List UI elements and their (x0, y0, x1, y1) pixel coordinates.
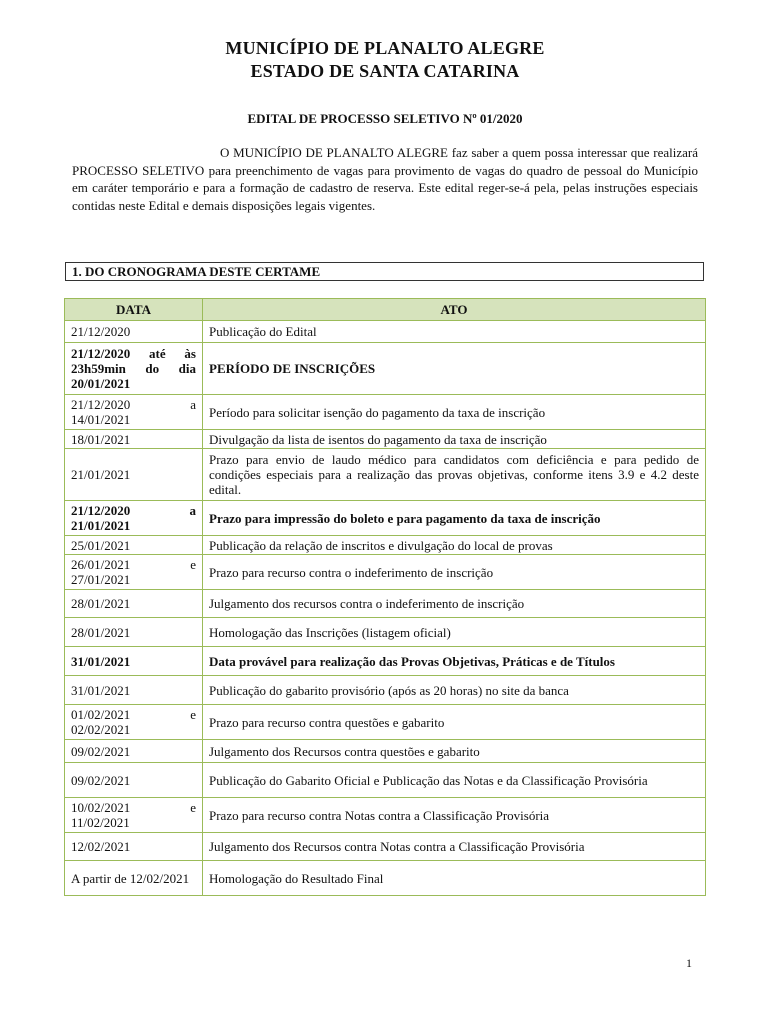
municipality-title: MUNICÍPIO DE PLANALTO ALEGRE (225, 38, 545, 58)
intro-paragraph (72, 144, 698, 214)
row-act: Julgamento dos recursos contra o indeferimento de inscrição (203, 590, 706, 618)
row-act: Prazo para envio de laudo médico para candidatos com deficiência e para pedido de condições especiais para a realização das provas objetivas, conforme itens 3.9 e 4.2 deste edital. (203, 449, 706, 501)
row-date: 21/12/2020 a 21/01/2021 (65, 501, 203, 536)
row-act: Divulgação da lista de isentos do pagamento da taxa de inscrição (203, 430, 706, 449)
header-act: ATO (203, 299, 706, 321)
row-date: 21/12/2020 a 14/01/2021 (65, 395, 203, 430)
row-date: 10/02/2021 e 11/02/2021 (65, 798, 203, 833)
table-row (65, 430, 706, 449)
row-date: 12/02/2021 (65, 833, 203, 861)
schedule-table (64, 298, 706, 896)
row-act: PERÍODO DE INSCRIÇÕES (203, 343, 706, 395)
row-date: 21/01/2021 (65, 449, 203, 501)
row-date: 09/02/2021 (65, 740, 203, 763)
row-act: Publicação do gabarito provisório (após as 20 horas) no site da banca (203, 676, 706, 705)
table-header-row (65, 299, 706, 321)
table-row (65, 395, 706, 430)
row-act: Prazo para recurso contra Notas contra a Classificação Provisória (203, 798, 706, 833)
row-act: Publicação do Gabarito Oficial e Publicação das Notas e da Classificação Provisória (203, 763, 706, 798)
table-row (65, 501, 706, 536)
edital-title: EDITAL DE PROCESSO SELETIVO Nº 01/2020 (247, 111, 523, 126)
table-row (65, 740, 706, 763)
section-heading: 1. DO CRONOGRAMA DESTE CERTAME (65, 262, 704, 281)
row-act: Homologação das Inscrições (listagem oficial) (203, 618, 706, 647)
row-act: Homologação do Resultado Final (203, 861, 706, 896)
intro-text: O MUNICÍPIO DE PLANALTO ALEGRE faz saber a quem possa interessar que realizará PROCESSO SELETIVO para preenchimento de vagas para provimento de vagas do quadro de pessoal do Município em caráter temporário e para a formação de cadastro de reserva. Este edital reger-se-á pela, pelas instruções especiais contidas neste Edital e demais disposições legais vigentes. (72, 145, 698, 213)
table-row (65, 861, 706, 896)
row-act: Data provável para realização das Provas Objetivas, Práticas e de Títulos (203, 647, 706, 676)
row-act: Período para solicitar isenção do pagamento da taxa de inscrição (203, 395, 706, 430)
table-row (65, 321, 706, 343)
table-row (65, 833, 706, 861)
row-date: 31/01/2021 (65, 676, 203, 705)
row-date: 28/01/2021 (65, 590, 203, 618)
row-date: 09/02/2021 (65, 763, 203, 798)
table-row (65, 536, 706, 555)
row-act: Prazo para recurso contra questões e gabarito (203, 705, 706, 740)
row-act: Julgamento dos Recursos contra Notas contra a Classificação Provisória (203, 833, 706, 861)
row-date: 28/01/2021 (65, 618, 203, 647)
table-row (65, 676, 706, 705)
row-act: Prazo para impressão do boleto e para pagamento da taxa de inscrição (203, 501, 706, 536)
table-row (65, 590, 706, 618)
row-date: 25/01/2021 (65, 536, 203, 555)
table-row (65, 705, 706, 740)
row-date: 21/12/2020 até às 23h59min do dia 20/01/2021 (65, 343, 203, 395)
table-row (65, 555, 706, 590)
row-date: 31/01/2021 (65, 647, 203, 676)
row-date: 21/12/2020 (65, 321, 203, 343)
row-date: 26/01/2021 e 27/01/2021 (65, 555, 203, 590)
table-row (65, 798, 706, 833)
row-date: 18/01/2021 (65, 430, 203, 449)
row-date: 01/02/2021 e 02/02/2021 (65, 705, 203, 740)
state-title: ESTADO DE SANTA CATARINA (250, 61, 520, 81)
table-row (65, 343, 706, 395)
table-row (65, 449, 706, 501)
page-number: 1 (686, 956, 692, 970)
header-date: DATA (65, 299, 203, 321)
table-row (65, 763, 706, 798)
row-date: A partir de 12/02/2021 (65, 861, 203, 896)
table-row (65, 647, 706, 676)
row-act: Prazo para recurso contra o indeferimento de inscrição (203, 555, 706, 590)
row-act: Publicação da relação de inscritos e divulgação do local de provas (203, 536, 706, 555)
row-act: Publicação do Edital (203, 321, 706, 343)
table-row (65, 618, 706, 647)
row-act: Julgamento dos Recursos contra questões e gabarito (203, 740, 706, 763)
